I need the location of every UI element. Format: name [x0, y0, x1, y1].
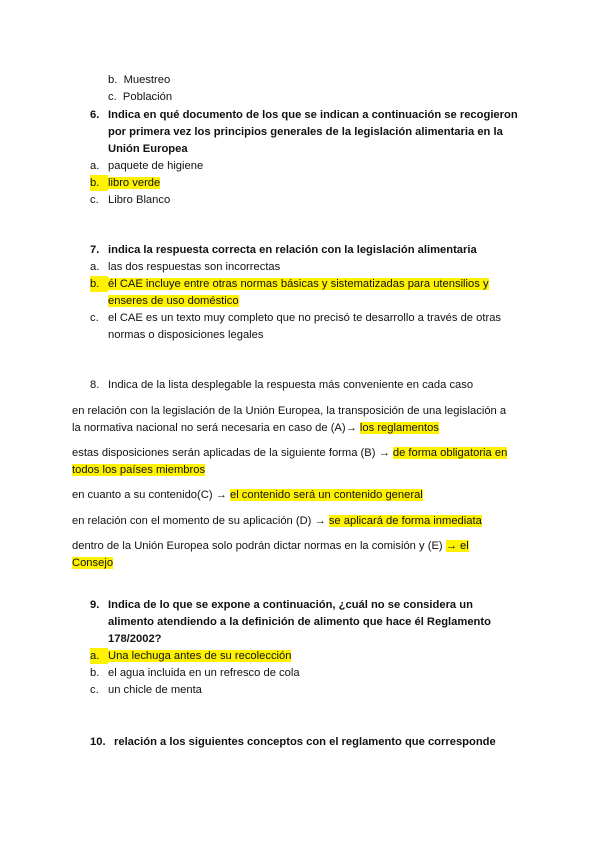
- arrow-icon: →: [378, 447, 390, 459]
- q8-item-b-line-2: [72, 462, 205, 478]
- arrow-icon: →: [215, 489, 227, 501]
- q10-question: relación a los siguientes conceptos con el reglamento que corresponde: [114, 736, 496, 748]
- q8-item-c: en cuanto a su contenido(C) → el contenido será un contenido general: [72, 489, 423, 501]
- q9-option-b: b. el agua incluida en un refresco de cola: [90, 667, 300, 679]
- q8-dropdown-e-answer[interactable]: → el: [445, 540, 469, 552]
- q9-question-line-2: alimento atendiendo a la definición de alimento que hace él Reglamento: [108, 616, 491, 628]
- q7-option-b-continued: enseres de uso doméstico: [108, 295, 239, 307]
- q8-item-a-line-1: en relación con la legislación de la Unión Europea, la transposición de una legislación a: [72, 405, 507, 417]
- q8-dropdown-a-answer[interactable]: los reglamentos: [359, 422, 439, 434]
- q7-option-c: c. el CAE es un texto muy completo que no precisó te desarrollo a través de otras: [90, 312, 502, 324]
- q7-option-b: b. él CAE incluye entre otras normas básicas y sistematizadas para utensilios y: [90, 278, 489, 290]
- q9-option-a: a. Una lechuga antes de su recolección: [90, 650, 292, 662]
- q6-question-line-1: Indica en qué documento de los que se indican a continuación se recogieron: [108, 109, 518, 121]
- q6-question-line-3: Unión Europea: [108, 143, 188, 155]
- q8-question: Indica de la lista desplegable la respuesta más conveniente en cada caso: [108, 379, 474, 391]
- arrow-icon: →: [445, 540, 457, 552]
- q9-question-line-1: Indica de lo que se expone a continuación, ¿cuál no se considera un: [108, 599, 473, 611]
- q8-item-b-line-1: estas disposiciones serán aplicadas de la siguiente forma (B) → de forma obligatoria en: [72, 447, 508, 459]
- q5-option-b: b. Muestreo: [108, 74, 171, 86]
- q6-option-c: c. Libro Blanco: [90, 194, 171, 206]
- q8-dropdown-e-answer-continued[interactable]: Consejo: [72, 557, 114, 569]
- q7-question: indica la respuesta correcta en relación con la legislación alimentaria: [108, 244, 477, 256]
- q8-number: 8.: [90, 379, 100, 391]
- q7-number: 7.: [90, 244, 100, 256]
- q7-option-a: a. las dos respuestas son incorrectas: [90, 261, 281, 273]
- q9-question-line-3: 178/2002?: [108, 633, 162, 645]
- q8-item-a-line-2: la normativa nacional no será necesaria en caso de (A)→ los reglamentos: [72, 422, 439, 434]
- q5-option-c: c. Población: [108, 91, 173, 103]
- q8-dropdown-d-answer[interactable]: se aplicará de forma inmediata: [328, 515, 482, 527]
- q6-question-line-2: por primera vez los principios generales de la legislación alimentaria en la: [108, 126, 503, 138]
- arrow-icon: →: [345, 422, 357, 434]
- q8-dropdown-b-answer[interactable]: de forma obligatoria en: [392, 447, 508, 459]
- q6-option-a: a. paquete de higiene: [90, 160, 204, 172]
- q8-item-d: en relación con el momento de su aplicación (D) → se aplicará de forma inmediata: [72, 515, 482, 527]
- q7-option-c-continued: normas o disposiciones legales: [108, 329, 264, 341]
- arrow-icon: →: [314, 515, 326, 527]
- q6-number: 6.: [90, 109, 100, 121]
- q10-number: 10.: [90, 736, 106, 748]
- q8-dropdown-c-answer[interactable]: el contenido será un contenido general: [229, 489, 423, 501]
- q8-item-e-line-2: [72, 555, 113, 571]
- q8-item-e-line-1: dentro de la Unión Europea solo podrán dictar normas en la comisión y (E) → el: [72, 540, 469, 552]
- q9-option-c: c. un chicle de menta: [90, 684, 202, 696]
- q8-dropdown-b-answer-continued[interactable]: todos los países miembros: [72, 464, 206, 476]
- q9-number: 9.: [90, 599, 100, 611]
- q6-option-b: b. libro verde: [90, 177, 161, 189]
